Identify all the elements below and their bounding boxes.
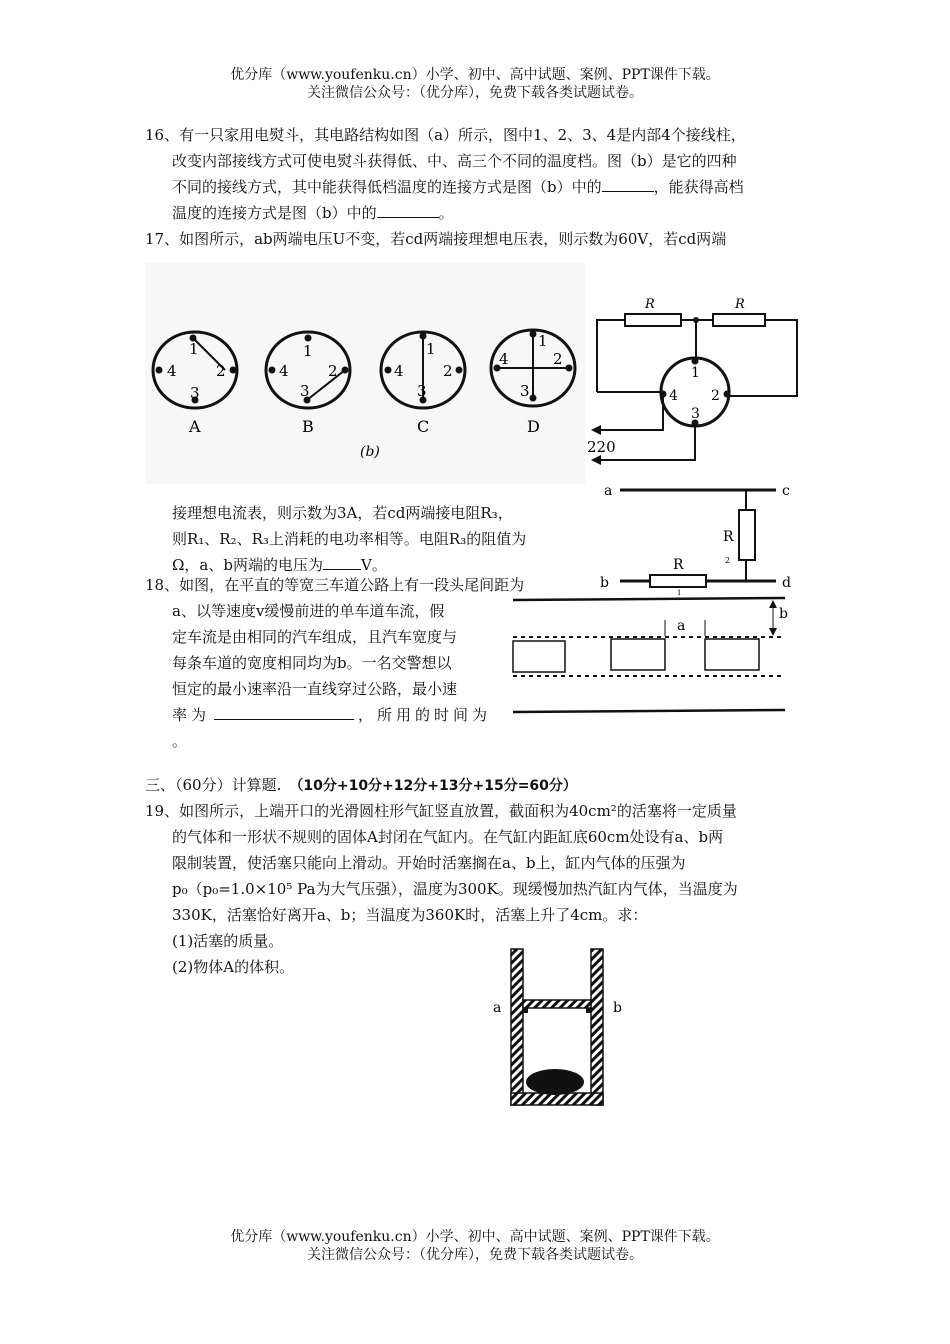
car-2: [611, 639, 665, 670]
q19-line-4: p₀（p₀=1.0×10⁵ Pa为大气压强），温度为300K。现缓慢加热汽缸内气体，当温度为: [172, 880, 738, 898]
header-line-1: 优分库（www.youfenku.cn）小学、初中、高中试题、案例、PPT课件下载。: [230, 67, 720, 83]
wiring-b-t4: 4: [279, 362, 289, 380]
r1-subscript: 1: [677, 589, 682, 596]
cylinder-left-wall: [511, 949, 523, 1105]
iron-t4: 4: [669, 388, 678, 404]
q18-line-7: 。: [172, 732, 188, 750]
q16-line-1: 16、有一只家用电熨斗，其电路结构如图（a）所示，图中1、2、3、4是内部4个接线柱，: [145, 126, 746, 144]
q17-line-4-a: Ω，a、b两端的电压为: [172, 556, 323, 574]
stop-b: [586, 1008, 591, 1013]
figure-18-road: [505, 590, 800, 720]
wiring-c-t3: 3: [417, 382, 427, 400]
wiring-d-label: D: [527, 417, 540, 436]
wiring-d-t1: 1: [538, 332, 548, 350]
figure-19-cylinder: [485, 945, 635, 1110]
wiring-b-t3: 3: [300, 382, 310, 400]
iron-t1: 1: [691, 365, 700, 381]
wiring-c-label: C: [417, 417, 430, 436]
car-1: [513, 641, 565, 672]
q17-line-2: 接理想电流表，则示数为3A，若cd两端接电阻R₃，: [172, 504, 513, 522]
section-3-scores: （10分+10分+12分+13分+15分=60分）: [289, 778, 577, 794]
iron-t3: 3: [691, 406, 700, 422]
q19-line-5: 330K，活塞恰好离开a、b；当温度为360K时，活塞上升了4cm。求：: [172, 906, 648, 924]
car-3: [705, 639, 759, 670]
resistor-left-label: R: [645, 297, 655, 312]
q19-line-7: (2)物体A的体积。: [172, 958, 295, 976]
footer-line-2: 关注微信公众号：（优分库），免费下载各类试题试卷。: [307, 1247, 643, 1263]
cylinder-right-wall: [591, 949, 603, 1105]
stop-b-label: b: [613, 1000, 622, 1016]
q16-line-4-a: 温度的连接方式是图（b）中的: [172, 204, 377, 222]
figure-b-wiring: [145, 262, 585, 484]
q18-line-6-b: ，所用的时间为: [358, 706, 492, 724]
wiring-b-t1: 1: [303, 342, 313, 360]
resistor-left: [625, 314, 681, 326]
wiring-a-t2: 2: [216, 362, 226, 380]
page-footer: [0, 1228, 950, 1264]
q16-blank-high[interactable]: [377, 217, 439, 218]
q16-blank-low[interactable]: [602, 191, 654, 192]
r1-label: R: [673, 557, 684, 573]
q19-line-3: 限制装置，使活塞只能向上滑动。开始时活塞搁在a、b上，缸内气体的压强为: [172, 854, 686, 872]
wiring-a-label: A: [189, 417, 201, 436]
resistor-r1: [650, 575, 706, 587]
section-3-title: 三、（60分）计算题.: [145, 776, 282, 794]
wiring-c-t4: 4: [394, 362, 404, 380]
node-d: d: [782, 575, 791, 591]
q17-line-3: 则R₁、R₂、R₃上消耗的电功率相等。电阻R₃的阻值为: [172, 530, 527, 548]
node-a: a: [604, 483, 613, 499]
resistor-right-label: R: [735, 297, 745, 312]
header-line-2: 关注微信公众号：（优分库），免费下载各类试题试卷。: [307, 85, 643, 101]
footer-line-1: 优分库（www.youfenku.cn）小学、初中、高中试题、案例、PPT课件下载。: [230, 1229, 720, 1245]
q18-blank-speed[interactable]: [214, 719, 354, 720]
wiring-c-t2: 2: [443, 362, 453, 380]
wiring-d-t4: 4: [499, 350, 509, 368]
section-3-heading: [145, 772, 577, 799]
q16-line-4: [172, 200, 454, 226]
wiring-a-t4: 4: [167, 362, 177, 380]
q16-line-3-b: ，能获得高档: [653, 178, 744, 196]
wiring-d-t3: 3: [520, 382, 530, 400]
figure-17-circuit: [598, 478, 798, 596]
wiring-b-label: B: [302, 417, 314, 436]
wiring-c-t1: 1: [426, 340, 436, 358]
q18-line-2: a、以等速度v缓慢前进的单车道车流，假: [172, 602, 445, 620]
q18-line-6: [172, 702, 491, 728]
q17-line-1: 17、如图所示，ab两端电压U不变，若cd两端接理想电压表，则示数为60V，若cd两端: [145, 230, 727, 248]
q18-line-1: 18、如图，在平直的等宽三车道公路上有一段头尾间距为: [145, 576, 525, 594]
supply-voltage: 220: [587, 438, 616, 456]
node-b: b: [600, 575, 609, 591]
resistor-r2: [739, 510, 755, 560]
q18-line-6-a: 率为: [172, 706, 211, 724]
q19-line-1: 19、如图所示，上端开口的光滑圆柱形气缸竖直放置，截面积为40cm²的活塞将一定质量: [145, 802, 737, 820]
lane-b-label: b: [779, 606, 788, 622]
page-header: [0, 66, 950, 102]
q16-line-4-b: 。: [438, 204, 454, 222]
r2-label: R: [723, 529, 734, 545]
q18-line-3: 定车流是由相同的汽车组成，且汽车宽度与: [172, 628, 458, 646]
q17-line-4-b: V。: [360, 556, 387, 574]
figure-a-circuit: [585, 288, 815, 478]
q16-line-3: [172, 174, 744, 200]
piston: [523, 1000, 591, 1008]
wiring-a-t1: 1: [189, 340, 199, 358]
q18-line-5: 恒定的最小速率沿一直线穿过公路，最小速: [172, 680, 458, 698]
resistor-right: [713, 314, 765, 326]
wiring-b-t2: 2: [328, 362, 338, 380]
q16-line-3-a: 不同的接线方式，其中能获得低档温度的连接方式是图（b）中的: [172, 178, 602, 196]
r2-subscript: 2: [725, 556, 731, 565]
stop-a-label: a: [493, 1000, 502, 1016]
q18-line-4: 每条车道的宽度相同均为b。一名交警想以: [172, 654, 452, 672]
q16-line-2: 改变内部接线方式可使电熨斗获得低、中、高三个不同的温度档。图（b）是它的四种: [172, 152, 737, 170]
q17-blank-voltage[interactable]: [323, 569, 361, 570]
wiring-a-t3: 3: [190, 384, 200, 402]
figure-b-caption: (b): [360, 444, 380, 460]
node-c: c: [782, 483, 790, 499]
q19-line-2: 的气体和一形状不规则的固体A封闭在气缸内。在气缸内距缸底60cm处设有a、b两: [172, 828, 724, 846]
solid-a: [526, 1069, 584, 1095]
q19-line-6: (1)活塞的质量。: [172, 932, 284, 950]
gap-a-label: a: [677, 618, 686, 634]
wiring-d-t2: 2: [553, 350, 563, 368]
stop-a: [523, 1008, 528, 1013]
iron-t2: 2: [711, 388, 720, 404]
